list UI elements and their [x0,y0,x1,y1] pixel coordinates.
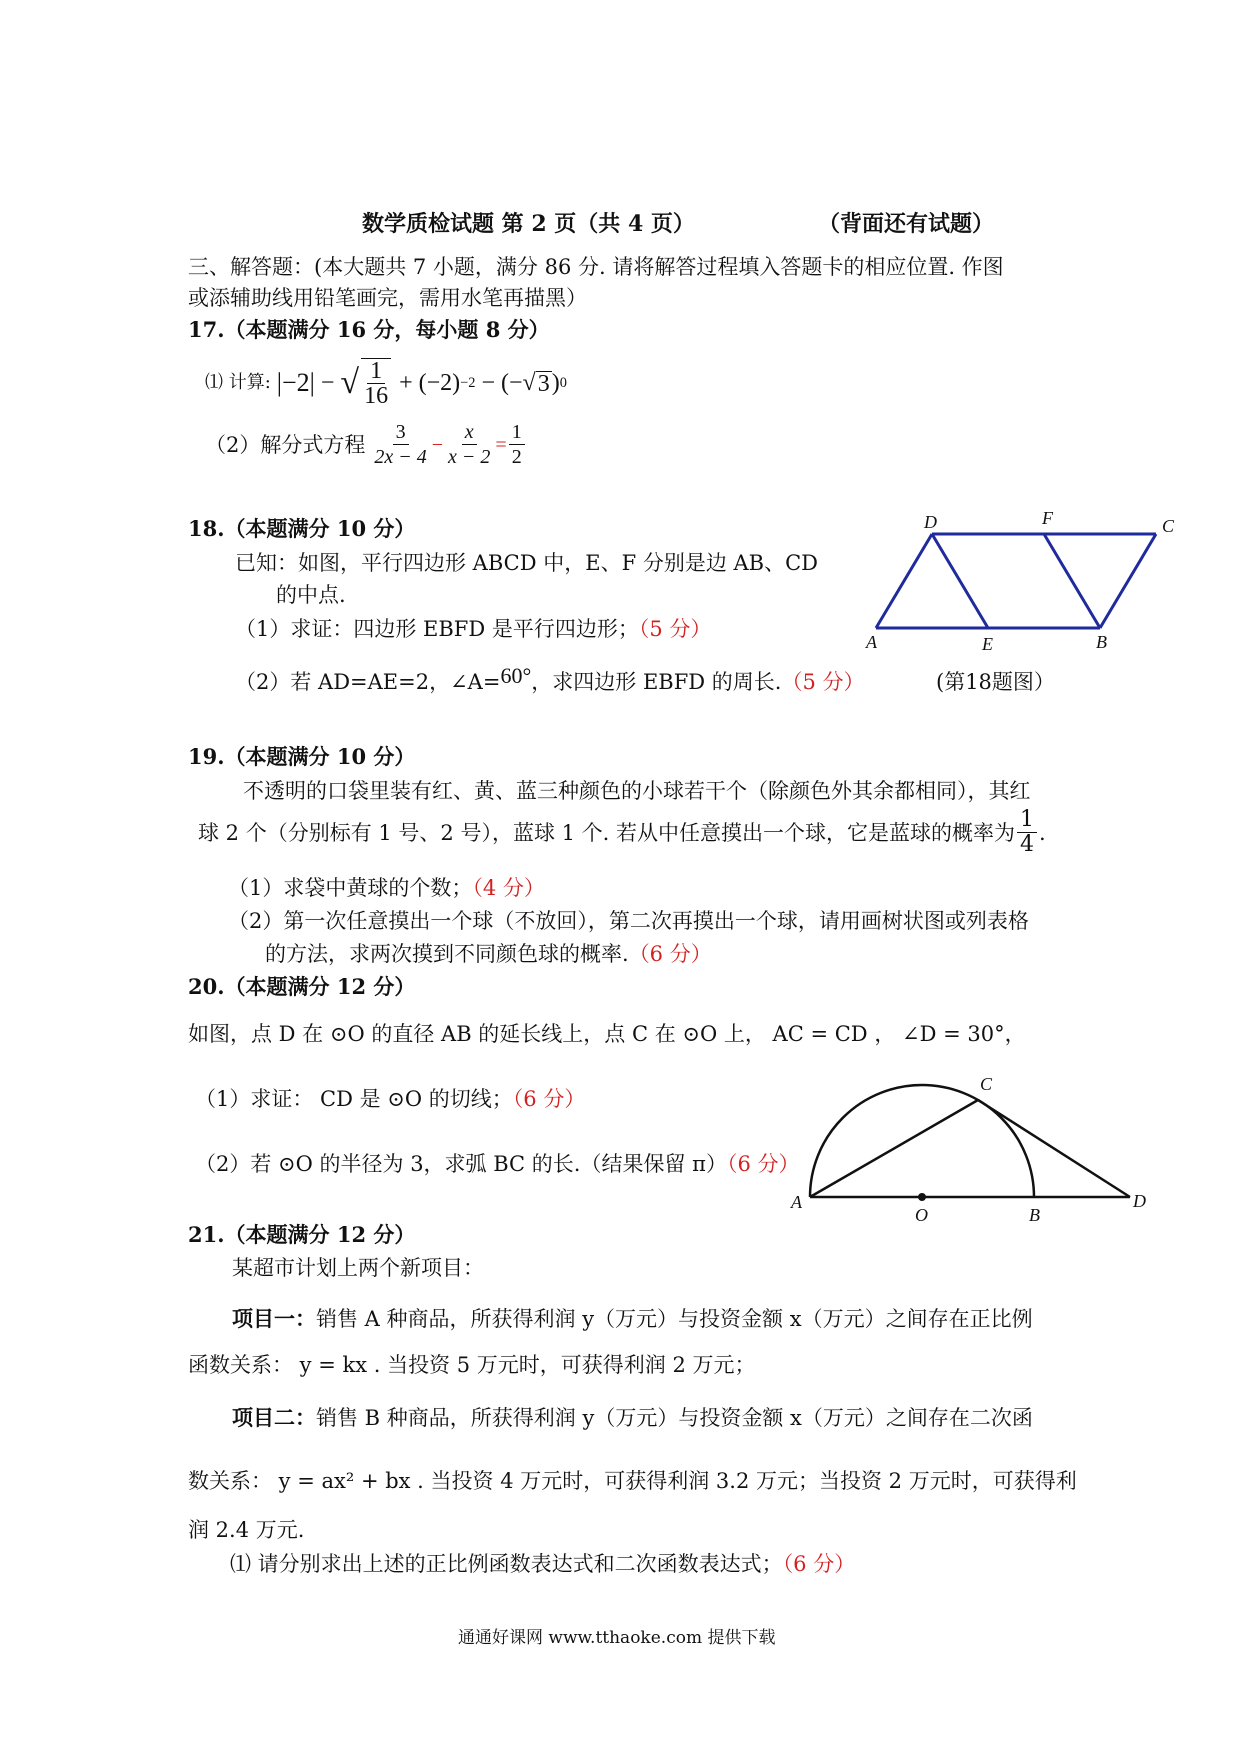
q17-equation: $\frac{3}{2x - 4}$ − $\frac{x}{x - 2}$ = $\frac{1}{2}$ [369,420,526,469]
page-title: 数学质检试题 第 2 页（共 4 页） [362,211,695,237]
q21-part1-score: （6 分） [782,1552,856,1576]
q18-figure-caption: (第18题图） [936,670,1055,694]
q20-part1-score: （6 分） [512,1087,586,1111]
q18-figure [860,510,1180,660]
q21-project2-label: 项目二： [232,1405,316,1430]
q20-chord-ac [810,1100,978,1197]
q19-part2-line2: 的方法，求两次摸到不同颜色球的概率.（6 分） [265,942,712,966]
q20-figure [785,1065,1155,1225]
q18-heading: 18.（本题满分 10 分） [188,516,416,541]
q21-project1-line1: 项目一：销售 A 种商品，所获得利润 y（万元）与投资金额 x（万元）之间存在正比例 [232,1306,1033,1331]
q21-project1-line2: 函数关系： y = kx . 当投资 5 万元时，可获得利润 2 万元； [188,1353,756,1377]
q20-semicircle [810,1085,1034,1197]
q18-label-c: C [1162,516,1175,536]
q19-probability: $\frac{1}{4}$ [1017,808,1037,857]
q18-label-f: F [1042,510,1053,528]
q19-heading: 19.（本题满分 10 分） [188,744,416,769]
section-intro-line2: 或添辅助线用铅笔画完，需用水笔再描黑） [188,286,587,310]
q17-part1-label: ⑴ 计算: [205,372,271,393]
q18-segment-de [932,534,988,628]
q21-project2-line3: 润 2.4 万元. [188,1518,305,1542]
q19-line1: 不透明的口袋里装有红、黄、蓝三种颜色的小球若干个（除颜色外其余都相同），其红 [243,779,1031,803]
q21-heading: 21.（本题满分 12 分） [188,1222,416,1247]
q18-part1-score: （5 分） [638,617,712,641]
q20-label-o: O [915,1205,928,1225]
q20-part1: （1）求证： CD 是 ⊙O 的切线；（6 分） [195,1087,586,1111]
page-note: （背面还有试题） [818,211,995,237]
page-footer: 通通好课网 www.tthaoke.com 提供下载 [458,1628,776,1648]
q21-part1: ⑴ 请分别求出上述的正比例函数表达式和二次函数表达式；（6 分） [230,1552,856,1576]
q21-project2-line2: 数关系： y = ax² + bx . 当投资 4 万元时，可获得利润 3.2 万元；当投资 2 万元时，可获得利 [188,1469,1077,1493]
q20-label-c: C [980,1074,993,1094]
q18-part1: （1）求证：四边形 EBFD 是平行四边形；（5 分） [235,617,712,641]
q18-given-line1: 已知：如图，平行四边形 ABCD 中，E、F 分别是边 AB、CD [235,551,818,575]
q18-given-line2: 的中点. [276,583,346,607]
q20-part2-score: （6 分） [726,1152,800,1176]
q17-part2-label: （2）解分式方程 [205,432,366,457]
q20-label-d: D [1133,1191,1146,1211]
q21-project2-line1: 项目二：销售 B 种商品，所获得利润 y（万元）与投资金额 x（万元）之间存在二次函 [232,1405,1033,1430]
q17-part1 [205,358,567,408]
q21-intro: 某超市计划上两个新项目： [232,1256,484,1280]
section-intro-line1: 三、解答题：(本大题共 7 小题，满分 86 分. 请将解答过程填入答题卡的相应位置. 作图 [188,255,1004,279]
q20-heading: 20.（本题满分 12 分） [188,974,416,999]
q19-part1: （1）求袋中黄球的个数；（4 分） [228,876,545,900]
q19-line2: 球 2 个（分别标有 1 号、2 号），蓝球 1 个. 若从中任意摸出一个球，它是蓝球的概率为 $\frac{1}{4}$ . [198,807,1046,857]
q18-part2: （2）若 AD=AE=2，∠A=60°，求四边形 EBFD 的周长.（5 分） [235,663,865,694]
q18-part2-score: （5 分） [781,670,865,694]
q20-part2: （2）若 ⊙O 的半径为 3，求弧 BC 的长.（结果保留 π）（6 分） [195,1152,800,1176]
q18-label-a: A [866,632,877,652]
q20-label-b: B [1029,1205,1040,1225]
q18-label-e: E [982,634,993,654]
q19-part2-score: （6 分） [628,942,712,966]
q17-heading: 17.（本题满分 16 分，每小题 8 分） [188,317,550,342]
q21-project1-label: 项目一： [232,1306,316,1331]
q17-expression: |−2| − √ $\frac{1}{16}$ + (−2) −2 − (−√ 3 ) 0 [276,358,567,409]
q20-label-a: A [791,1192,802,1212]
q18-label-d: D [924,512,937,532]
q20-center-point [918,1193,926,1201]
q19-part1-score: （4 分） [472,876,545,900]
q18-angle: 60° [500,663,532,688]
q18-segment-fb [1044,534,1100,628]
q18-side-ad [876,534,932,628]
q20-tangent-cd [978,1100,1130,1197]
q18-label-b: B [1096,632,1107,652]
q19-part2-line1: （2）第一次任意摸出一个球（不放回），第二次再摸出一个球，请用画树状图或列表格 [228,909,1029,933]
q17-part2 [205,420,527,469]
q20-statement: 如图，点 D 在 ⊙O 的直径 AB 的延长线上，点 C 在 ⊙O 上， AC = CD ， ∠D = 30°， [188,1022,1026,1046]
q18-side-cb [1100,534,1156,628]
